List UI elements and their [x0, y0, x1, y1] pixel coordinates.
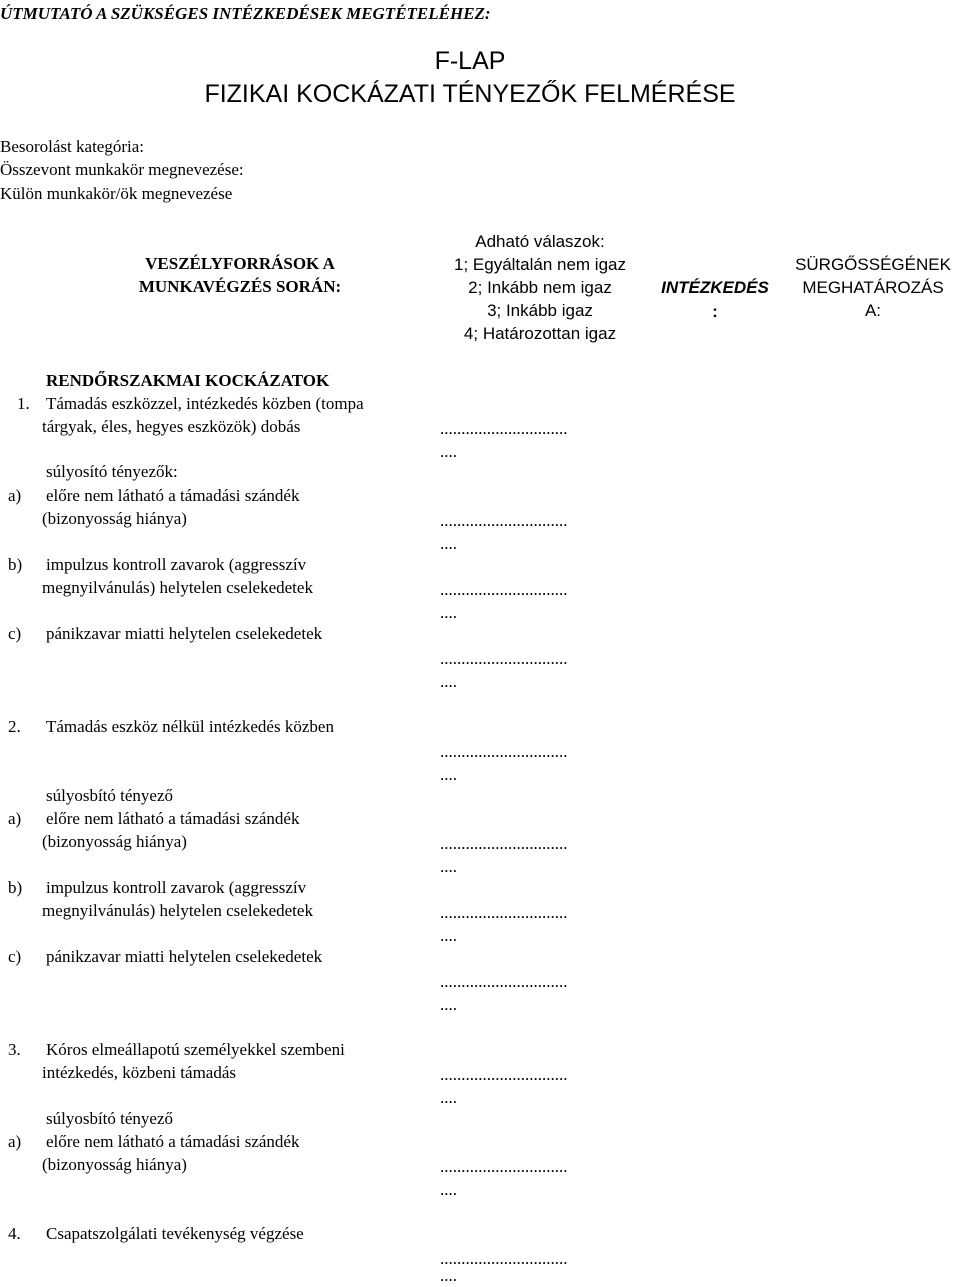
form-code: F-LAP [434, 47, 506, 75]
item-2b-answer-blank-cont: .... [440, 926, 457, 945]
hazards-column-heading-line1: VESZÉLYFORRÁSOK A [145, 254, 335, 273]
item-3a-text-line1: előre nem látható a támadási szándék [46, 1132, 300, 1151]
item-2c-answer-blank[interactable]: .............................. [440, 972, 568, 991]
measures-column-heading: INTÉZKEDÉS [661, 278, 769, 297]
item-2c-label: c) [8, 947, 22, 966]
measures-column-heading-colon: : [712, 302, 718, 321]
item-2b-text-line1: impulzus kontroll zavarok (aggresszív [46, 878, 307, 897]
item-1-answer-blank-cont: .... [440, 442, 457, 461]
item-1b-text-line2: megnyilvánulás) helytelen cselekedetek [42, 578, 313, 597]
item-1b-answer-blank-cont: .... [440, 603, 457, 622]
item-3a-answer-blank[interactable]: .............................. [440, 1157, 568, 1176]
urgency-column-heading-line1: SÜRGŐSSÉGÉNEK [795, 255, 951, 274]
item-1c-label: c) [8, 624, 22, 643]
urgency-column-heading-line3: A: [864, 301, 882, 320]
item-3-title-line2: intézkedés, közbeni támadás [42, 1063, 237, 1082]
item-3-factors-label: súlyosbító tényező [46, 1109, 174, 1128]
answer-option-1: 1; Egyáltalán nem igaz [454, 255, 626, 274]
item-2a-text-line2: (bizonyosság hiánya) [42, 832, 187, 851]
item-2a-label: a) [8, 809, 22, 828]
answer-option-3: 3; Inkább igaz [487, 301, 593, 320]
item-3-answer-blank-cont: .... [440, 1088, 457, 1107]
item-1a-text-line1: előre nem látható a támadási szándék [46, 486, 300, 505]
item-1a-answer-blank-cont: .... [440, 534, 457, 553]
item-2b-label: b) [8, 878, 23, 897]
item-1a-label: a) [8, 486, 22, 505]
item-1b-text-line1: impulzus kontroll zavarok (aggresszív [46, 555, 307, 574]
item-3-number: 3. [8, 1040, 21, 1059]
hazards-column-heading-line2: MUNKAVÉGZÉS SORÁN: [138, 277, 342, 296]
urgency-column-heading-line2: MEGHATÁROZÁS [802, 278, 944, 297]
item-1-answer-blank[interactable]: .............................. [440, 419, 568, 438]
item-4-answer-blank[interactable]: .............................. [440, 1249, 568, 1268]
item-4-answer-blank-cont: .... [440, 1266, 457, 1285]
item-2c-answer-blank-cont: .... [440, 995, 457, 1014]
combined-job-field-label: Összevont munkakör megnevezése: [0, 160, 244, 179]
item-3a-answer-blank-cont: .... [440, 1180, 457, 1199]
item-3a-text-line2: (bizonyosság hiánya) [42, 1155, 187, 1174]
item-2a-text-line1: előre nem látható a támadási szándék [46, 809, 300, 828]
form-title: FIZIKAI KOCKÁZATI TÉNYEZŐK FELMÉRÉSE [204, 80, 736, 108]
item-1a-text-line2: (bizonyosság hiánya) [42, 509, 187, 528]
item-3a-label: a) [8, 1132, 22, 1151]
answer-option-2: 2; Inkább nem igaz [468, 278, 612, 297]
item-2-number: 2. [8, 717, 21, 736]
item-1-number: 1. [17, 394, 30, 413]
item-1-title-line1: Támadás eszközzel, intézkedés közben (tompa [46, 394, 364, 413]
item-2-answer-blank-cont: .... [440, 765, 457, 784]
category-field-label: Besorolást kategória: [0, 137, 144, 156]
item-4-number: 4. [8, 1224, 21, 1243]
item-2-title-line1: Támadás eszköz nélkül intézkedés közben [46, 717, 334, 736]
item-1b-label: b) [8, 555, 23, 574]
item-4-title-line1: Csapatszolgálati tevékenység végzése [46, 1224, 304, 1243]
item-2b-text-line2: megnyilvánulás) helytelen cselekedetek [42, 901, 313, 920]
item-1c-answer-blank-cont: .... [440, 672, 457, 691]
item-2-factors-label: súlyosbító tényező [46, 786, 174, 805]
item-2-answer-blank[interactable]: .............................. [440, 742, 568, 761]
item-1c-text-line1: pánikzavar miatti helytelen cselekedetek [46, 624, 323, 643]
section-title: RENDŐRSZAKMAI KOCKÁZATOK [46, 371, 330, 390]
item-1a-answer-blank[interactable]: .............................. [440, 511, 568, 530]
item-2b-answer-blank[interactable]: .............................. [440, 903, 568, 922]
instruction-heading: ÚTMUTATÓ A SZÜKSÉGES INTÉZKEDÉSEK MEGTÉTELÉHEZ: [0, 4, 491, 23]
item-2c-text-line1: pánikzavar miatti helytelen cselekedetek [46, 947, 323, 966]
item-1b-answer-blank[interactable]: .............................. [440, 580, 568, 599]
separate-job-field-label: Külön munkakör/ök megnevezése [0, 184, 233, 203]
item-3-answer-blank[interactable]: .............................. [440, 1065, 568, 1084]
answers-heading: Adható válaszok: [475, 232, 605, 251]
item-1-title-line2: tárgyak, éles, hegyes eszközök) dobás [42, 417, 301, 436]
item-2a-answer-blank-cont: .... [440, 857, 457, 876]
item-3-title-line1: Kóros elmeállapotú személyekkel szembeni [46, 1040, 345, 1059]
answer-option-4: 4; Határozottan igaz [463, 324, 617, 343]
item-1c-answer-blank[interactable]: .............................. [440, 649, 568, 668]
item-2a-answer-blank[interactable]: .............................. [440, 834, 568, 853]
item-1-factors-label: súlyosító tényezők: [46, 462, 178, 481]
